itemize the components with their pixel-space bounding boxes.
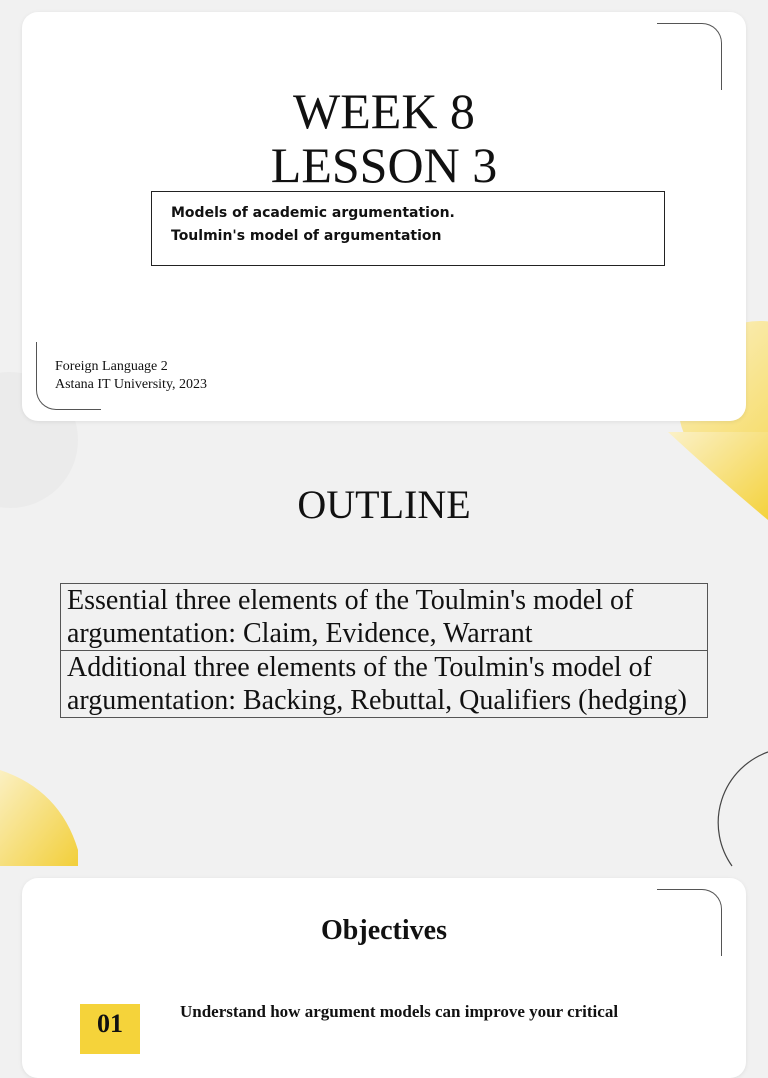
outline-item-2: Additional three elements of the Toulmin's model of argumentation: Backing, Rebuttal, Qualifiers (hedging) bbox=[61, 651, 708, 718]
subtitle-box bbox=[151, 191, 665, 266]
table-row bbox=[61, 651, 708, 718]
footer-university: Astana IT University, 2023 bbox=[55, 377, 208, 392]
objectives-slide bbox=[22, 878, 746, 1078]
footer-course: Foreign Language 2 bbox=[55, 359, 168, 374]
objective-text: Understand how argument models can improve your critical bbox=[180, 1002, 619, 1021]
outline-heading: OUTLINE bbox=[297, 482, 471, 527]
slide-footer bbox=[55, 358, 207, 394]
subtitle-line-1: Models of academic argumentation. bbox=[171, 205, 455, 221]
objectives-heading: Objectives bbox=[321, 915, 447, 946]
corner-bracket-top-right bbox=[657, 23, 722, 90]
table-row bbox=[61, 584, 708, 651]
subtitle-line-2: Toulmin's model of argumentation bbox=[171, 228, 442, 244]
title-slide bbox=[22, 12, 746, 421]
outline-table bbox=[60, 583, 708, 718]
outline-item-1: Essential three elements of the Toulmin's model of argumentation: Claim, Evidence, Warrant bbox=[61, 584, 708, 651]
title-lesson: LESSON 3 bbox=[270, 137, 498, 193]
decorative-leaf-yellow bbox=[0, 770, 78, 866]
title-week: WEEK 8 bbox=[293, 83, 475, 139]
decorative-arc-line bbox=[718, 752, 768, 866]
objective-number-badge: 01 bbox=[80, 1004, 140, 1054]
